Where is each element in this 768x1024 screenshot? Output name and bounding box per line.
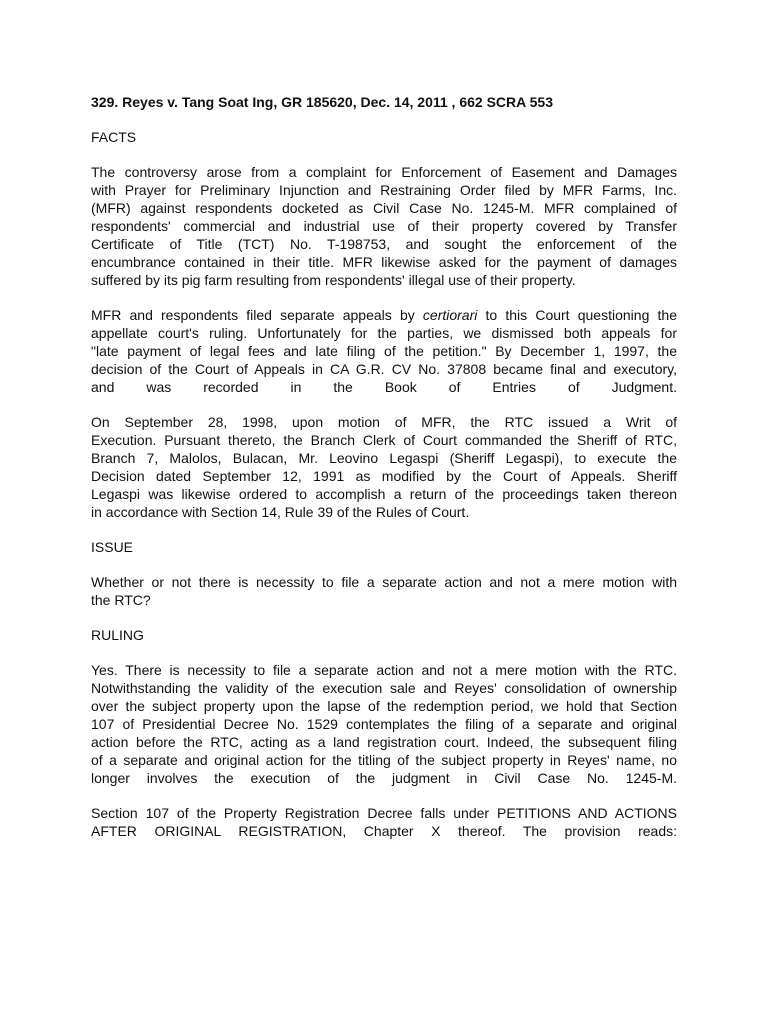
issue-paragraph [91,573,677,609]
text-line: appellate court's ruling. Unfortunately for the parties, we dismissed both appeals for [91,325,677,341]
case-title: 329. Reyes v. Tang Soat Ing, GR 185620, Dec. 14, 2011 , 662 SCRA 553 [91,94,553,110]
text-line: AFTER ORIGINAL REGISTRATION, Chapter X thereof. The provision reads: [91,823,677,839]
text-line: and was recorded in the Book of Entries of Judgment. [91,379,677,395]
facts-paragraph-2-rest [91,324,677,396]
issue-heading: ISSUE [91,539,134,555]
text-line: 107 of Presidential Decree No. 1529 contemplates the filing of a separate and original [91,716,677,732]
ruling-paragraph-2 [91,804,677,840]
facts-paragraph-2-line-1: MFR and respondents filed separate appeals by certiorari to this Court questioning the [91,307,677,323]
ruling-heading: RULING [91,627,144,643]
text-line: Whether or not there is necessity to file a separate action and not a mere motion with [91,574,677,590]
text-line: Decision dated September 12, 1991 as modified by the Court of Appeals. Sheriff [91,468,677,484]
text-line: the RTC? [91,592,151,608]
text-line: Execution. Pursuant thereto, the Branch Clerk of Court commanded the Sheriff of RTC, [91,432,677,448]
text-line: Certificate of Title (TCT) No. T-198753, and sought the enforcement of the [91,236,677,252]
ruling-paragraph-1 [91,661,677,787]
text-line: action before the RTC, acting as a land registration court. Indeed, the subsequent filing [91,734,677,750]
text-line: Notwithstanding the validity of the execution sale and Reyes' consolidation of ownership [91,680,677,696]
facts-paragraph-2 [91,306,677,396]
text-line: The controversy arose from a complaint for Enforcement of Easement and Damages [91,164,677,180]
text-line: On September 28, 1998, upon motion of MFR, the RTC issued a Writ of [91,414,677,430]
text-line: with Prayer for Preliminary Injunction and Restraining Order filed by MFR Farms, Inc. [91,182,677,198]
facts-paragraph-1 [91,163,677,289]
text-line: Yes. There is necessity to file a separate action and not a mere motion with the RTC. [91,662,677,678]
facts-paragraph-3 [91,413,677,521]
text-line: Branch 7, Malolos, Bulacan, Mr. Leovino Legaspi (Sheriff Legaspi), to execute the [91,450,677,466]
text-line: Section 107 of the Property Registration Decree falls under PETITIONS AND ACTIONS [91,805,677,821]
text-line: "late payment of legal fees and late filing of the petition." By December 1, 1997, the [91,343,677,359]
text-line: of a separate and original action for the titling of the subject property in Reyes' name, no [91,752,677,768]
text-line: decision of the Court of Appeals in CA G.R. CV No. 37808 became final and executory, [91,361,677,377]
facts-heading: FACTS [91,129,137,145]
certiorari-emphasis: certiorari [422,307,478,323]
text-line: (MFR) against respondents docketed as Civil Case No. 1245-M. MFR complained of [91,200,677,216]
text-line: suffered by its pig farm resulting from respondents' illegal use of their property. [91,272,576,288]
text-line: respondents' commercial and industrial use of their property covered by Transfer [91,218,677,234]
text-line: over the subject property upon the lapse of the redemption period, we hold that Section [91,698,677,714]
text-line: Legaspi was likewise ordered to accomplish a return of the proceedings taken thereon [91,486,677,502]
document-page [91,93,677,857]
text-line: encumbrance contained in their title. MFR likewise asked for the payment of damages [91,254,677,270]
text-line: in accordance with Section 14, Rule 39 of the Rules of Court. [91,504,470,520]
text-line: longer involves the execution of the judgment in Civil Case No. 1245-M. [91,770,677,786]
